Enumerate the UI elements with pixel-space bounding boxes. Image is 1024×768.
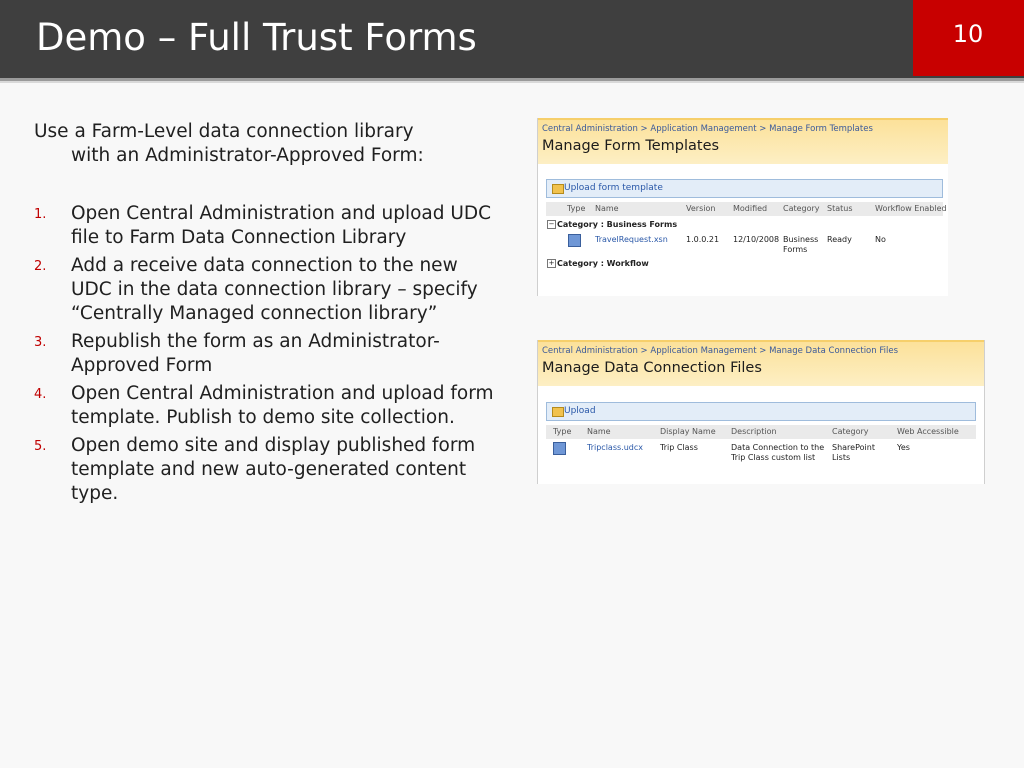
page-title: Manage Data Connection Files xyxy=(542,360,762,376)
cell-description-line1: Data Connection to the xyxy=(731,443,825,452)
step-item xyxy=(34,382,504,430)
col-name: Name xyxy=(595,204,619,213)
slide-title: Demo – Full Trust Forms xyxy=(36,16,477,59)
category-label: Category : Workflow xyxy=(557,259,649,268)
cell-version: 1.0.0.21 xyxy=(686,235,720,244)
step-number: 2. xyxy=(34,259,47,274)
step-item xyxy=(34,254,504,326)
step-item xyxy=(34,330,504,378)
steps-list xyxy=(34,202,504,510)
step-text: Add a receive data connection to the new UDC in the data connection library – specify “Centrally Managed connection library” xyxy=(71,255,478,324)
infopath-file-icon xyxy=(568,234,581,247)
step-item xyxy=(34,202,504,250)
col-description: Description xyxy=(731,427,777,436)
breadcrumb[interactable]: Central Administration > Application Management > Manage Form Templates xyxy=(542,124,873,134)
toolbar-label: Upload xyxy=(564,406,596,416)
expand-icon: + xyxy=(548,259,555,267)
col-status: Status xyxy=(827,204,853,213)
col-version: Version xyxy=(686,204,716,213)
col-web-accessible: Web Accessible xyxy=(897,427,959,436)
slide-number: 10 xyxy=(952,20,984,48)
collapse-icon: − xyxy=(548,220,555,228)
intro-line-1: Use a Farm-Level data connection library xyxy=(34,121,414,142)
step-number: 5. xyxy=(34,439,47,454)
cell-category-line1: Business xyxy=(783,235,819,244)
upload-form-template-button[interactable] xyxy=(546,179,943,198)
panel-header xyxy=(538,118,948,164)
cell-category-line1: SharePoint xyxy=(832,443,875,452)
cell-web-accessible: Yes xyxy=(897,443,910,452)
step-text: Open Central Administration and upload UDC file to Farm Data Connection Library xyxy=(71,203,492,248)
cell-status: Ready xyxy=(827,235,852,244)
cell-modified: 12/10/2008 xyxy=(733,235,780,244)
col-display-name: Display Name xyxy=(660,427,716,436)
col-category: Category xyxy=(783,204,820,213)
intro-text xyxy=(34,120,484,168)
step-text: Open demo site and display published form template and new auto-generated content type. xyxy=(71,435,476,504)
col-category: Category xyxy=(832,427,869,436)
udcx-file-icon xyxy=(553,442,566,455)
intro-line-2: with an Administrator-Approved Form: xyxy=(71,145,424,166)
cell-category-line2: Forms xyxy=(783,245,808,254)
table-header xyxy=(546,202,947,216)
col-type: Type xyxy=(567,204,586,213)
cell-description-line2: Trip Class custom list xyxy=(731,453,816,462)
table-row xyxy=(546,441,976,465)
col-modified: Modified xyxy=(733,204,768,213)
step-number: 4. xyxy=(34,387,47,402)
slide-number-box xyxy=(913,0,1024,76)
upload-button[interactable] xyxy=(546,402,976,421)
data-connection-file-link[interactable]: Tripclass.udcx xyxy=(587,443,643,452)
category-group-business-forms[interactable] xyxy=(547,218,937,231)
form-template-link[interactable]: TravelRequest.xsn xyxy=(595,235,668,244)
col-workflow-enabled: Workflow Enabled xyxy=(875,204,947,213)
table-header xyxy=(546,425,976,439)
step-text: Open Central Administration and upload form template. Publish to demo site collection. xyxy=(71,383,494,428)
data-connection-files-screenshot xyxy=(537,340,985,484)
cell-workflow: No xyxy=(875,235,886,244)
toolbar-label: Upload form template xyxy=(564,183,663,193)
panel-header xyxy=(538,340,984,386)
step-item xyxy=(34,434,504,506)
upload-icon xyxy=(552,407,564,417)
page-title: Manage Form Templates xyxy=(542,138,720,154)
step-number: 1. xyxy=(34,207,47,222)
step-number: 3. xyxy=(34,335,47,350)
col-name: Name xyxy=(587,427,611,436)
breadcrumb[interactable]: Central Administration > Application Management > Manage Data Connection Files xyxy=(542,346,898,356)
col-type: Type xyxy=(553,427,572,436)
upload-icon xyxy=(552,184,564,194)
form-templates-screenshot xyxy=(537,118,948,296)
category-label: Category : Business Forms xyxy=(557,220,678,229)
category-group-workflow[interactable] xyxy=(547,257,937,270)
step-text: Republish the form as an Administrator-Approved Form xyxy=(71,331,440,376)
title-bar-shadow-light xyxy=(0,81,1024,83)
table-row xyxy=(546,233,943,257)
cell-category-line2: Lists xyxy=(832,453,851,462)
cell-display-name: Trip Class xyxy=(660,443,698,452)
